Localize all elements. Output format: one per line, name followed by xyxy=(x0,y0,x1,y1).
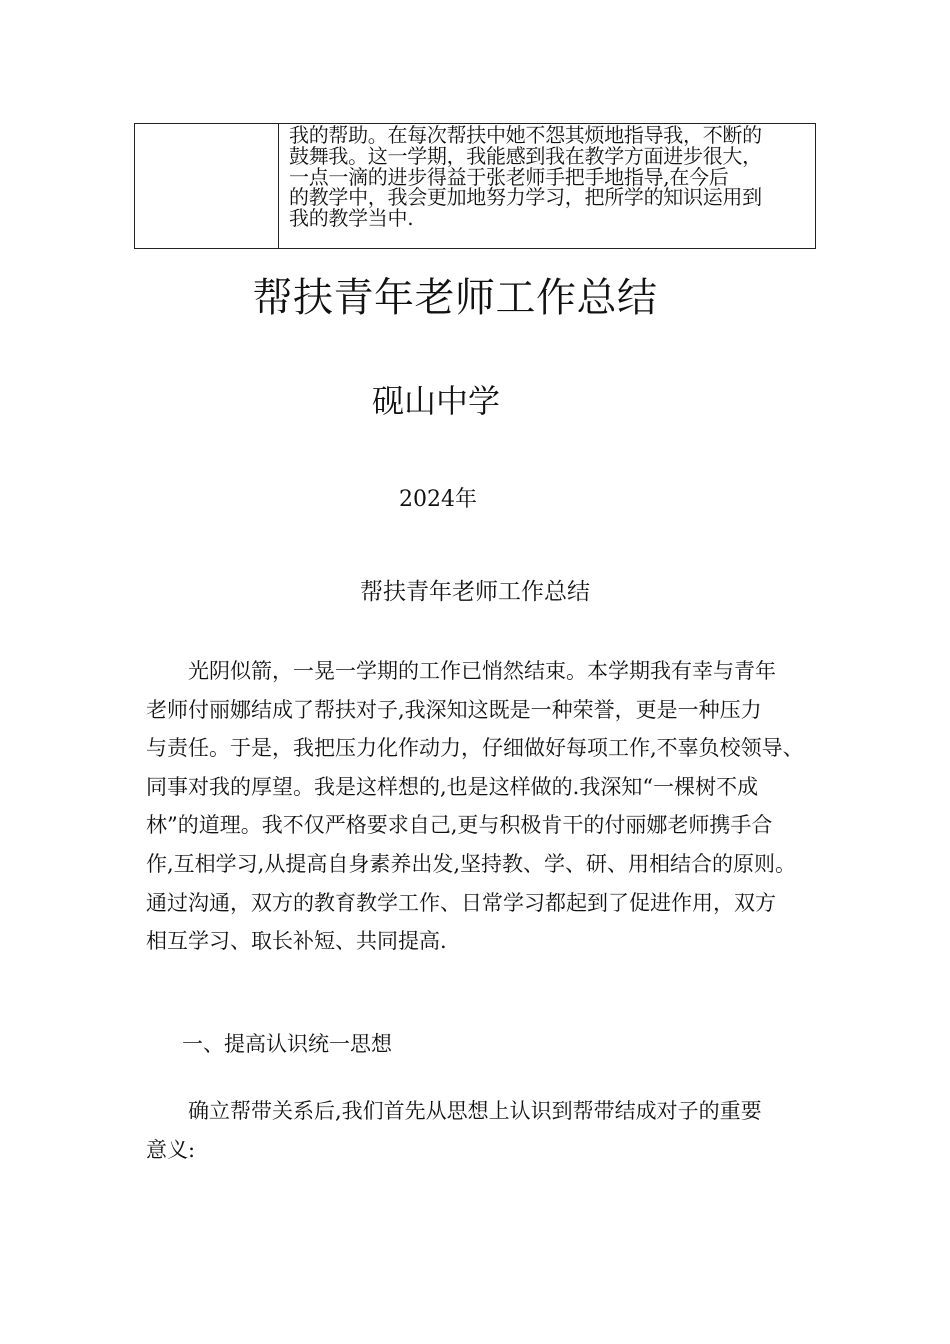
table-text-line: 鼓舞我。这一学期，我能感到我在教学方面进步很大， xyxy=(289,143,762,168)
section-heading: 一、提高认识统一思想 xyxy=(182,1032,392,1056)
paragraph-line: 与责任。于是，我把压力化作动力，仔细做好每项工作,不辜负校领导、 xyxy=(146,736,804,761)
paragraph-line: 相互学习、取长补短、共同提高. xyxy=(146,929,447,954)
paragraph-line: 作,互相学习,从提高自身素养出发,坚持教、学、研、用相结合的原则。 xyxy=(146,851,797,876)
paragraph-1 xyxy=(146,652,836,961)
paragraph-line: 林”的道理。我不仅严格要求自己,更与积极肯干的付丽娜老师携手合 xyxy=(146,813,773,838)
paragraph-line: 同事对我的厚望。我是这样想的,也是这样做的.我深知“一棵树不成 xyxy=(146,774,759,799)
year-label: 2024年 xyxy=(399,487,477,512)
table-text-line: 我的教学当中. xyxy=(289,206,414,231)
cover-title: 帮扶青年老师工作总结 xyxy=(252,275,658,321)
article-title: 帮扶青年老师工作总结 xyxy=(360,579,590,605)
school-name: 砚山中学 xyxy=(372,382,501,420)
table-text-line: 一点一滴的进步得益于张老师手把手地指导,在今后 xyxy=(289,164,729,189)
paragraph-line: 老师付丽娜结成了帮扶对子,我深知这既是一种荣誉，更是一种压力 xyxy=(146,697,762,722)
paragraph-line: 确立帮带关系后,我们首先从思想上认识到帮带结成对子的重要 xyxy=(146,1099,762,1123)
paragraph-2 xyxy=(146,1092,836,1169)
paragraph-line: 通过沟通，双方的教育教学工作、日常学习都起到了促进作用，双方 xyxy=(146,890,776,915)
table-text-line: 我的帮助。在每次帮扶中她不怨其烦地指导我，不断的 xyxy=(289,123,762,147)
table-fragment xyxy=(134,123,816,249)
table-left-cell xyxy=(135,124,279,248)
table-text-line: 的教学中，我会更加地努力学习，把所学的知识运用到 xyxy=(289,185,762,210)
table-right-cell xyxy=(279,124,815,248)
paragraph-line: 光阴似箭，一晃一学期的工作已悄然结束。本学期我有幸与青年 xyxy=(146,659,776,683)
paragraph-line: 意义: xyxy=(146,1137,196,1162)
